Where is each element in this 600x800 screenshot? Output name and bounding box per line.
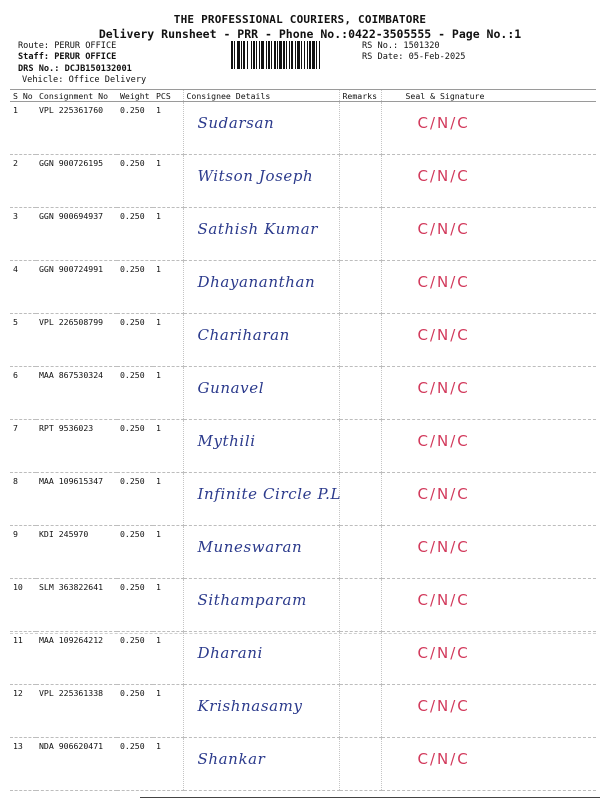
drs-number: DRS No.: DCJB150132001	[18, 64, 132, 74]
page-bottom-rule	[140, 797, 600, 798]
table-row	[10, 102, 596, 155]
cell-pcs: 1	[153, 102, 183, 155]
table-row	[10, 420, 596, 473]
runsheet-title: Delivery Runsheet - PRR - Phone No.:0422-3505555 - Page No.:1	[98, 27, 522, 41]
cell-pcs: 1	[153, 155, 183, 208]
table-end-divider	[10, 633, 596, 634]
cell-consignee-signature: Krishnasamy	[183, 685, 339, 738]
cell-remarks	[339, 261, 381, 314]
cell-pcs: 1	[153, 526, 183, 579]
cell-consignment-no: GGN 900726195	[36, 155, 117, 208]
barcode	[231, 41, 352, 69]
cell-consignee-signature: Dharani	[183, 632, 339, 685]
cell-remarks	[339, 738, 381, 791]
col-header-consignee: Consignee Details	[183, 90, 339, 102]
company-title: THE PROFESSIONAL COURIERS, COIMBATORE	[173, 13, 427, 26]
cell-weight: 0.250	[117, 314, 153, 367]
cell-pcs: 1	[153, 632, 183, 685]
cell-seal-signature: C/N/C	[381, 155, 596, 208]
barcode-bar	[277, 41, 278, 69]
vehicle-label: Vehicle: Office Delivery	[22, 75, 147, 85]
cell-consignment-no: VPL 226508799	[36, 314, 117, 367]
cell-seal-signature: C/N/C	[381, 367, 596, 420]
cell-sno: 3	[10, 208, 36, 261]
cell-weight: 0.250	[117, 526, 153, 579]
cell-remarks	[339, 579, 381, 632]
cell-consignee-signature: Infinite Circle P.L	[183, 473, 339, 526]
barcode-bar	[237, 41, 240, 69]
barcode-bar	[316, 41, 317, 69]
table-row	[10, 738, 596, 791]
barcode-bar	[243, 41, 245, 69]
cell-consignment-no: MAA 109615347	[36, 473, 117, 526]
barcode-bar	[307, 41, 308, 69]
cell-remarks	[339, 632, 381, 685]
barcode-bar	[295, 41, 296, 69]
rs-number: RS No.: 1501320	[362, 41, 440, 51]
cell-remarks	[339, 685, 381, 738]
cell-consignment-no: GGN 900694937	[36, 208, 117, 261]
table-row	[10, 314, 596, 367]
table-row	[10, 155, 596, 208]
barcode-bar	[297, 41, 300, 69]
cell-sno: 8	[10, 473, 36, 526]
barcode-bar	[286, 41, 287, 69]
barcode-bar	[247, 41, 248, 69]
barcode-bar	[289, 41, 290, 69]
barcode-bar	[271, 41, 272, 69]
cell-consignment-no: MAA 867530324	[36, 367, 117, 420]
cell-pcs: 1	[153, 314, 183, 367]
cell-sno: 12	[10, 685, 36, 738]
cell-seal-signature: C/N/C	[381, 526, 596, 579]
cell-remarks	[339, 155, 381, 208]
cell-consignee-signature: Witson Joseph	[183, 155, 339, 208]
cell-seal-signature: C/N/C	[381, 420, 596, 473]
barcode-bar	[234, 41, 235, 69]
cell-pcs: 1	[153, 261, 183, 314]
cell-remarks	[339, 208, 381, 261]
col-header-remarks: Remarks	[339, 90, 381, 102]
cell-seal-signature: C/N/C	[381, 632, 596, 685]
cell-seal-signature: C/N/C	[381, 473, 596, 526]
table-header-row	[10, 90, 596, 102]
cell-seal-signature: C/N/C	[381, 579, 596, 632]
cell-sno: 1	[10, 102, 36, 155]
cell-consignee-signature: Sithamparam	[183, 579, 339, 632]
cell-pcs: 1	[153, 579, 183, 632]
cell-weight: 0.250	[117, 579, 153, 632]
cell-remarks	[339, 526, 381, 579]
cell-consignment-no: KDI 245970	[36, 526, 117, 579]
cell-consignee-signature: Muneswaran	[183, 526, 339, 579]
col-header-consignment: Consignment No	[36, 90, 117, 102]
barcode-bar	[319, 41, 320, 69]
cell-sno: 2	[10, 155, 36, 208]
rs-date: RS Date: 05-Feb-2025	[362, 52, 466, 62]
barcode-bar	[261, 41, 264, 69]
cell-consignment-no: MAA 109264212	[36, 632, 117, 685]
cell-weight: 0.250	[117, 420, 153, 473]
cell-pcs: 1	[153, 208, 183, 261]
cell-weight: 0.250	[117, 155, 153, 208]
table-row	[10, 208, 596, 261]
col-header-pcs: PCS	[153, 90, 183, 102]
cell-consignee-signature: Dhayananthan	[183, 261, 339, 314]
barcode-bar	[283, 41, 285, 69]
barcode-bar	[312, 41, 315, 69]
cell-weight: 0.250	[117, 738, 153, 791]
cell-sno: 6	[10, 367, 36, 420]
barcode-bar	[304, 41, 305, 69]
cell-sno: 7	[10, 420, 36, 473]
cell-consignee-signature: Mythili	[183, 420, 339, 473]
table-row	[10, 579, 596, 632]
cell-consignment-no: SLM 363822641	[36, 579, 117, 632]
cell-sno: 9	[10, 526, 36, 579]
cell-remarks	[339, 314, 381, 367]
cell-remarks	[339, 420, 381, 473]
cell-pcs: 1	[153, 685, 183, 738]
barcode-bar	[291, 41, 293, 69]
cell-weight: 0.250	[117, 102, 153, 155]
cell-consignee-signature: Sudarsan	[183, 102, 339, 155]
cell-weight: 0.250	[117, 685, 153, 738]
barcode-bar	[256, 41, 257, 69]
cell-remarks	[339, 367, 381, 420]
barcode-bar	[253, 41, 255, 69]
col-header-sno: S No	[10, 90, 36, 102]
cell-remarks	[339, 102, 381, 155]
cell-consignee-signature: Shankar	[183, 738, 339, 791]
cell-pcs: 1	[153, 738, 183, 791]
barcode-bar	[268, 41, 270, 69]
cell-sno: 13	[10, 738, 36, 791]
cell-seal-signature: C/N/C	[381, 685, 596, 738]
col-header-weight: Weight	[117, 90, 153, 102]
table-row	[10, 685, 596, 738]
staff-label: Staff: PERUR OFFICE	[18, 52, 117, 62]
cell-sno: 11	[10, 632, 36, 685]
cell-seal-signature: C/N/C	[381, 261, 596, 314]
table-row	[10, 367, 596, 420]
cell-weight: 0.250	[117, 367, 153, 420]
cell-consignment-no: NDA 906620471	[36, 738, 117, 791]
cell-sno: 5	[10, 314, 36, 367]
table-row	[10, 261, 596, 314]
table-row	[10, 473, 596, 526]
barcode-bar	[301, 41, 302, 69]
barcode-bar	[279, 41, 282, 69]
barcode-bar	[309, 41, 311, 69]
table-row	[10, 632, 596, 685]
col-header-seal: Seal & Signature	[381, 90, 596, 102]
cell-consignee-signature: Chariharan	[183, 314, 339, 367]
barcode-bar	[266, 41, 267, 69]
cell-seal-signature: C/N/C	[381, 314, 596, 367]
runsheet-table	[10, 89, 596, 791]
cell-sno: 4	[10, 261, 36, 314]
barcode-bar	[259, 41, 260, 69]
cell-consignee-signature: Gunavel	[183, 367, 339, 420]
cell-weight: 0.250	[117, 208, 153, 261]
cell-consignment-no: RPT 9536023	[36, 420, 117, 473]
table-row	[10, 526, 596, 579]
cell-pcs: 1	[153, 420, 183, 473]
barcode-bar	[231, 41, 233, 69]
route-label: Route: PERUR OFFICE	[18, 41, 117, 51]
cell-seal-signature: C/N/C	[381, 208, 596, 261]
cell-seal-signature: C/N/C	[381, 102, 596, 155]
cell-sno: 10	[10, 579, 36, 632]
cell-consignment-no: GGN 900724991	[36, 261, 117, 314]
cell-seal-signature: C/N/C	[381, 738, 596, 791]
barcode-bar	[274, 41, 276, 69]
cell-weight: 0.250	[117, 632, 153, 685]
cell-weight: 0.250	[117, 473, 153, 526]
cell-weight: 0.250	[117, 261, 153, 314]
cell-pcs: 1	[153, 367, 183, 420]
cell-consignment-no: VPL 225361338	[36, 685, 117, 738]
barcode-bar	[241, 41, 242, 69]
cell-consignment-no: VPL 225361760	[36, 102, 117, 155]
cell-pcs: 1	[153, 473, 183, 526]
cell-consignee-signature: Sathish Kumar	[183, 208, 339, 261]
cell-remarks	[339, 473, 381, 526]
barcode-bar	[251, 41, 252, 69]
